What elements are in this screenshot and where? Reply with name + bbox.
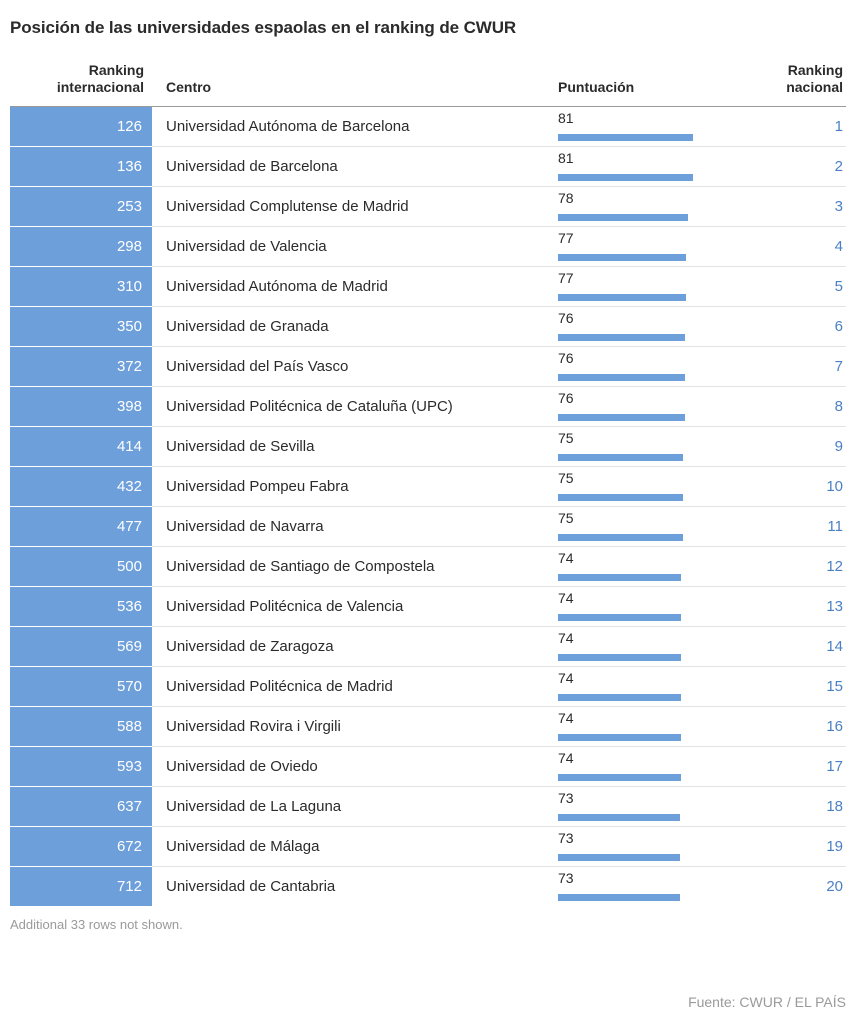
cell-national-rank: 19 [732,827,846,867]
puntuacion-bar-cell [558,587,732,626]
cell-puntuacion [552,707,732,747]
table-row [10,707,846,747]
cell-centro: Universidad Complutense de Madrid [152,187,552,227]
puntuacion-value: 73 [558,830,574,846]
puntuacion-bar-cell [558,827,732,866]
cell-centro: Universidad de La Laguna [152,787,552,827]
cell-national-rank: 13 [732,587,846,627]
puntuacion-bar [558,134,693,141]
puntuacion-bar [558,174,693,181]
cell-national-rank: 10 [732,467,846,507]
cell-puntuacion [552,387,732,427]
puntuacion-bar-cell [558,507,732,546]
cell-national-rank: 15 [732,667,846,707]
rows-not-shown-note: Additional 33 rows not shown. [10,916,183,932]
page-title: Posición de las universidades espaolas en el ranking de CWUR [10,18,517,37]
cell-international-rank: 500 [10,547,152,587]
cell-puntuacion [552,187,732,227]
puntuacion-value: 76 [558,310,574,326]
column-header-national-rank [732,38,846,106]
puntuacion-bar-cell [558,107,732,146]
puntuacion-value: 74 [558,550,574,566]
puntuacion-bar-cell [558,627,732,666]
cell-national-rank: 2 [732,147,846,187]
cell-centro: Universidad de Valencia [152,227,552,267]
puntuacion-bar [558,414,685,421]
cell-centro: Universidad de Málaga [152,827,552,867]
puntuacion-bar-cell [558,867,732,906]
puntuacion-value: 81 [558,110,574,126]
cell-centro: Universidad de Santiago de Compostela [152,547,552,587]
cell-national-rank: 1 [732,107,846,147]
puntuacion-bar [558,894,680,901]
puntuacion-bar [558,814,680,821]
puntuacion-value: 74 [558,750,574,766]
puntuacion-bar-cell [558,267,732,306]
puntuacion-bar [558,734,681,741]
cell-international-rank: 712 [10,867,152,907]
puntuacion-bar-cell [558,187,732,226]
puntuacion-bar [558,454,683,461]
cell-international-rank: 536 [10,587,152,627]
cell-puntuacion [552,147,732,187]
cell-international-rank: 432 [10,467,152,507]
puntuacion-value: 74 [558,630,574,646]
cell-national-rank: 4 [732,227,846,267]
puntuacion-bar [558,374,685,381]
puntuacion-bar [558,214,688,221]
puntuacion-value: 74 [558,590,574,606]
puntuacion-bar [558,614,681,621]
cell-international-rank: 253 [10,187,152,227]
cell-puntuacion [552,347,732,387]
table-row [10,587,846,627]
puntuacion-value: 78 [558,190,574,206]
cell-international-rank: 477 [10,507,152,547]
table-row [10,107,846,147]
cell-centro: Universidad Pompeu Fabra [152,467,552,507]
cell-international-rank: 350 [10,307,152,347]
cell-puntuacion [552,547,732,587]
header-line-1: Ranking [787,61,843,78]
cell-puntuacion [552,827,732,867]
puntuacion-value: 76 [558,390,574,406]
puntuacion-bar [558,694,681,701]
puntuacion-bar [558,654,681,661]
cell-centro: Universidad Autónoma de Barcelona [152,107,552,147]
table-row [10,467,846,507]
cell-international-rank: 593 [10,747,152,787]
cell-puntuacion [552,747,732,787]
puntuacion-bar [558,334,685,341]
puntuacion-bar-cell [558,147,732,186]
table-row [10,307,846,347]
puntuacion-bar-cell [558,227,732,266]
cell-puntuacion [552,867,732,907]
cell-national-rank: 6 [732,307,846,347]
puntuacion-bar-cell [558,307,732,346]
table-row [10,227,846,267]
cell-international-rank: 672 [10,827,152,867]
cell-puntuacion [552,267,732,307]
table-header [10,38,846,107]
puntuacion-bar [558,534,683,541]
puntuacion-value: 75 [558,470,574,486]
cell-national-rank: 18 [732,787,846,827]
cell-centro: Universidad Politécnica de Cataluña (UPC) [152,387,552,427]
puntuacion-bar-cell [558,427,732,466]
puntuacion-bar-cell [558,707,732,746]
cell-centro: Universidad de Granada [152,307,552,347]
puntuacion-bar-cell [558,547,732,586]
puntuacion-value: 73 [558,870,574,886]
puntuacion-value: 73 [558,790,574,806]
puntuacion-bar-cell [558,467,732,506]
table-row [10,747,846,787]
table-row [10,427,846,467]
puntuacion-bar-cell [558,787,732,826]
puntuacion-value: 81 [558,150,574,166]
cell-puntuacion [552,227,732,267]
cell-national-rank: 20 [826,878,843,895]
cell-national-rank: 16 [732,707,846,747]
table-row [10,867,846,907]
table-row [10,507,846,547]
cell-national-rank: 9 [732,427,846,467]
cell-centro: Universidad de Zaragoza [152,627,552,667]
puntuacion-value: 76 [558,350,574,366]
cell-international-rank: 398 [10,387,152,427]
cell-national-rank: 8 [732,387,846,427]
column-header-centro: Centro [166,78,212,95]
cell-international-rank: 372 [10,347,152,387]
cell-puntuacion [552,667,732,707]
cell-puntuacion [552,627,732,667]
table-row [10,147,846,187]
puntuacion-bar-cell [558,667,732,706]
table-row [10,547,846,587]
cell-puntuacion [552,307,732,347]
cell-international-rank: 414 [10,427,152,467]
cell-centro: Universidad de Barcelona [152,147,552,187]
puntuacion-bar [558,854,680,861]
column-header-international-rank [10,38,152,106]
cell-international-rank: 136 [10,147,152,187]
puntuacion-bar [558,494,683,501]
cell-national-rank: 7 [732,347,846,387]
cell-puntuacion [552,587,732,627]
header-line-2: nacional [786,78,843,95]
cell-national-rank: 11 [732,507,846,547]
cell-puntuacion [552,467,732,507]
puntuacion-value: 75 [558,430,574,446]
table-row [10,787,846,827]
cell-international-rank: 310 [10,267,152,307]
cell-centro: Universidad de Sevilla [152,427,552,467]
puntuacion-value: 74 [558,670,574,686]
cell-international-rank: 569 [10,627,152,667]
cell-international-rank: 298 [10,227,152,267]
table-row [10,827,846,867]
source-credit: Fuente: CWUR / EL PAÍS [688,994,846,1010]
puntuacion-bar [558,294,686,301]
table-row [10,667,846,707]
cell-national-rank: 17 [732,747,846,787]
cell-national-rank: 12 [732,547,846,587]
puntuacion-bar [558,574,681,581]
header-line-2: internacional [56,78,144,95]
cell-centro: Universidad Rovira i Virgili [152,707,552,747]
table-body [10,107,846,906]
cell-international-rank: 126 [10,107,152,147]
puntuacion-value: 74 [558,710,574,726]
puntuacion-value: 77 [558,270,574,286]
table-row [10,347,846,387]
cell-puntuacion [552,427,732,467]
cell-centro: Universidad Autónoma de Madrid [152,267,552,307]
table-row [10,267,846,307]
cell-national-rank: 3 [732,187,846,227]
table-row [10,387,846,427]
cell-centro: Universidad del País Vasco [152,347,552,387]
cell-centro: Universidad Politécnica de Valencia [152,587,552,627]
cell-puntuacion [552,787,732,827]
cell-national-rank: 14 [732,627,846,667]
cell-puntuacion [552,507,732,547]
cell-international-rank: 570 [10,667,152,707]
header-line-1: Ranking [88,61,144,78]
ranking-table [10,38,846,907]
puntuacion-bar-cell [558,387,732,426]
cell-international-rank: 588 [10,707,152,747]
cell-international-rank: 637 [10,787,152,827]
puntuacion-bar [558,254,686,261]
cell-centro: Universidad de Cantabria [166,878,336,895]
puntuacion-value: 77 [558,230,574,246]
table-row [10,187,846,227]
puntuacion-bar-cell [558,747,732,786]
cell-centro: Universidad de Oviedo [152,747,552,787]
cell-national-rank: 5 [732,267,846,307]
cell-centro: Universidad Politécnica de Madrid [152,667,552,707]
puntuacion-bar [558,774,681,781]
cell-puntuacion [552,107,732,147]
table-row [10,627,846,667]
column-header-puntuacion: Puntuación [558,78,635,95]
cell-centro: Universidad de Navarra [152,507,552,547]
puntuacion-value: 75 [558,510,574,526]
puntuacion-bar-cell [558,347,732,386]
